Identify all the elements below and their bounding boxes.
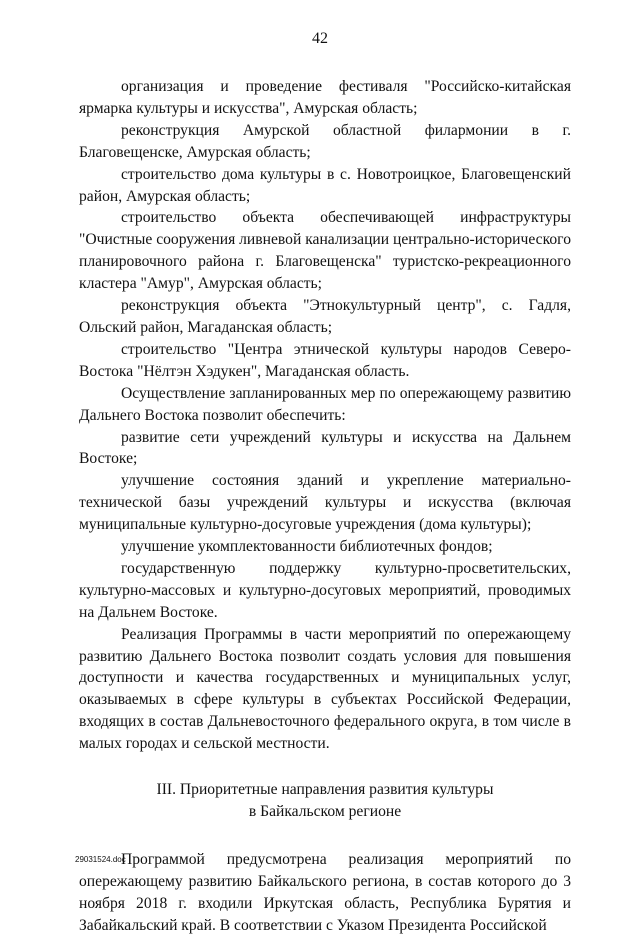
paragraph-state-support: государственную поддержку культурно-просветительских, культурно-массовых и культурно-досуговых мероприятий, проводимых на Дальнем Востоке. <box>79 559 571 621</box>
footer-filename: 29031524.doc <box>75 855 126 864</box>
section-heading-line-1: III. Приоритетные направления развития культуры <box>156 781 494 799</box>
paragraph-implementation-intro: Осуществление запланированных мер по опережающему развитию Дальнего Востока позволит обеспечить: <box>79 384 571 424</box>
page-number: 42 <box>312 30 328 47</box>
paragraph-library-funds: улучшение укомплектованности библиотечных фондов; <box>121 538 493 556</box>
section-heading-line-2: в Байкальском регионе <box>248 803 402 820</box>
paragraph-baikal-program: Программой предусмотрена реализация мероприятий по опережающему развитию Байкальского региона, в состав которого до 3 ноября 2018 г. входили Иркутская область, Республика Бурятия и Забайкальский край. В соответствии с Указом Президента Российской <box>79 850 571 934</box>
paragraph-philharmonic: реконструкция Амурской областной филармонии в г. Благовещенске, Амурская область; <box>79 121 571 161</box>
paragraph-ethnic-culture-center: строительство "Центра этнической культуры народов Северо-Востока "Нёлтэн Хэдукен", Магаданская область. <box>79 340 571 380</box>
paragraph-treatment-facilities: строительство объекта обеспечивающей инфраструктуры "Очистные сооружения ливневой канализации центрально-исторического планировочного района г. Благовещенска" туристско-рекреационного кластера "Амур", Амурская область; <box>79 209 571 293</box>
paragraph-culture-house: строительство дома культуры в с. Новотроицкое, Благовещенский район, Амурская область; <box>79 165 571 205</box>
paragraph-buildings-improvement: улучшение состояния зданий и укрепление материально-технической базы учреждений культуры и искусства (включая муниципальные культурно-досуговые учреждения (дома культуры); <box>79 472 571 534</box>
section-heading <box>79 779 571 823</box>
paragraph-festival: организация и проведение фестиваля "Российско-китайская ярмарка культуры и искусства", Амурская область; <box>79 78 571 117</box>
paragraph-ethnocultural-center: реконструкция объекта "Этнокультурный центр", с. Гадля, Ольский район, Магаданская область; <box>79 297 571 336</box>
paragraph-network-development: развитие сети учреждений культуры и искусства на Дальнем Востоке; <box>79 428 571 468</box>
document-body <box>79 76 571 937</box>
paragraph-program-realization: Реализация Программы в части мероприятий по опережающему развитию Дальнего Востока позволит создать условия для повышения доступности и качества государственных и муниципальных услуг, оказываемых в сфере культуры в субъектах Российской Федерации, входящих в состав Дальневосточного федерального округа, в том числе в малых городах и сельской местности. <box>79 625 571 753</box>
